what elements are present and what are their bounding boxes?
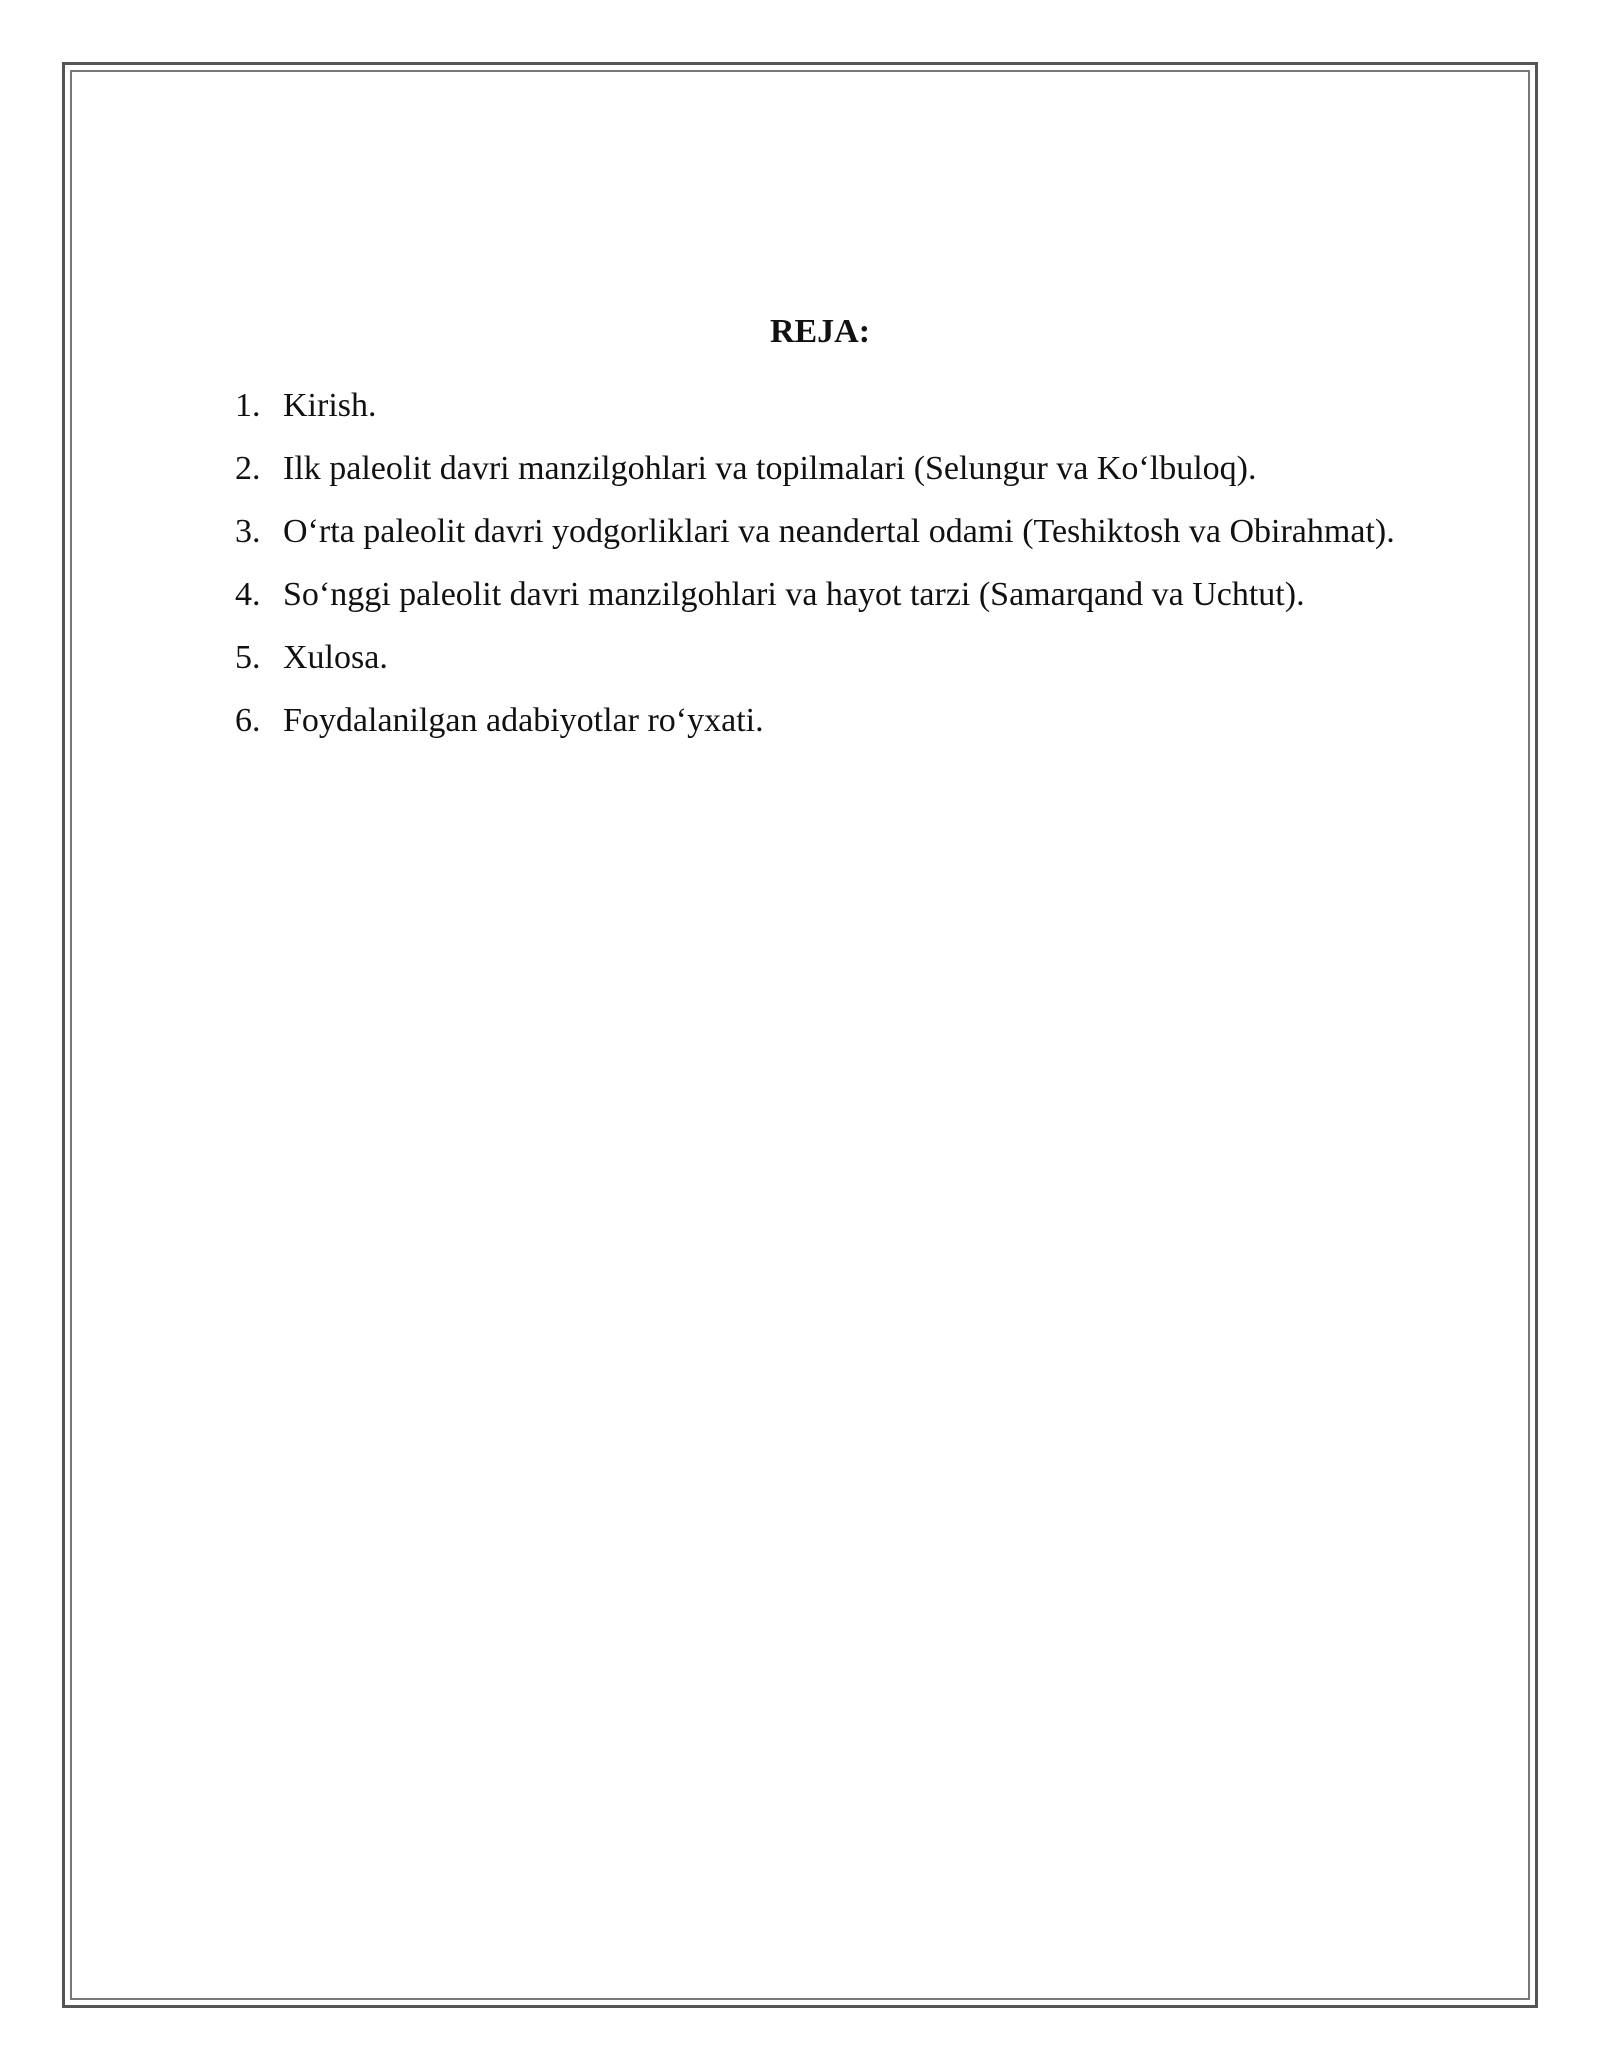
list-item [235,563,1405,626]
list-item [235,437,1405,500]
list-item-text: Kirish. [283,387,377,424]
list-item-text: Ilk paleolit davri manzilgohlari va topilmalari (Selungur va Ko‘lbuloq). [283,450,1257,487]
list-item-number: 2. [235,450,261,487]
plan-list [235,374,1405,752]
list-item-number: 3. [235,513,261,550]
list-item-number: 4. [235,576,261,613]
list-item-number: 1. [235,387,261,424]
list-item-text: O‘rta paleolit davri yodgorliklari va neandertal odami (Teshiktosh va Obirahmat). [283,513,1395,550]
list-item-number: 6. [235,702,261,739]
list-item [235,626,1405,689]
list-item-number: 5. [235,639,261,676]
page-title: REJA: [769,313,871,350]
list-item [235,374,1405,437]
list-item [235,500,1405,563]
list-item-text: Xulosa. [283,639,388,676]
document-content [235,312,1405,752]
list-item [235,689,1405,752]
list-item-text: So‘nggi paleolit davri manzilgohlari va hayot tarzi (Samarqand va Uchtut). [283,576,1305,613]
list-item-text: Foydalanilgan adabiyotlar ro‘yxati. [283,702,764,739]
